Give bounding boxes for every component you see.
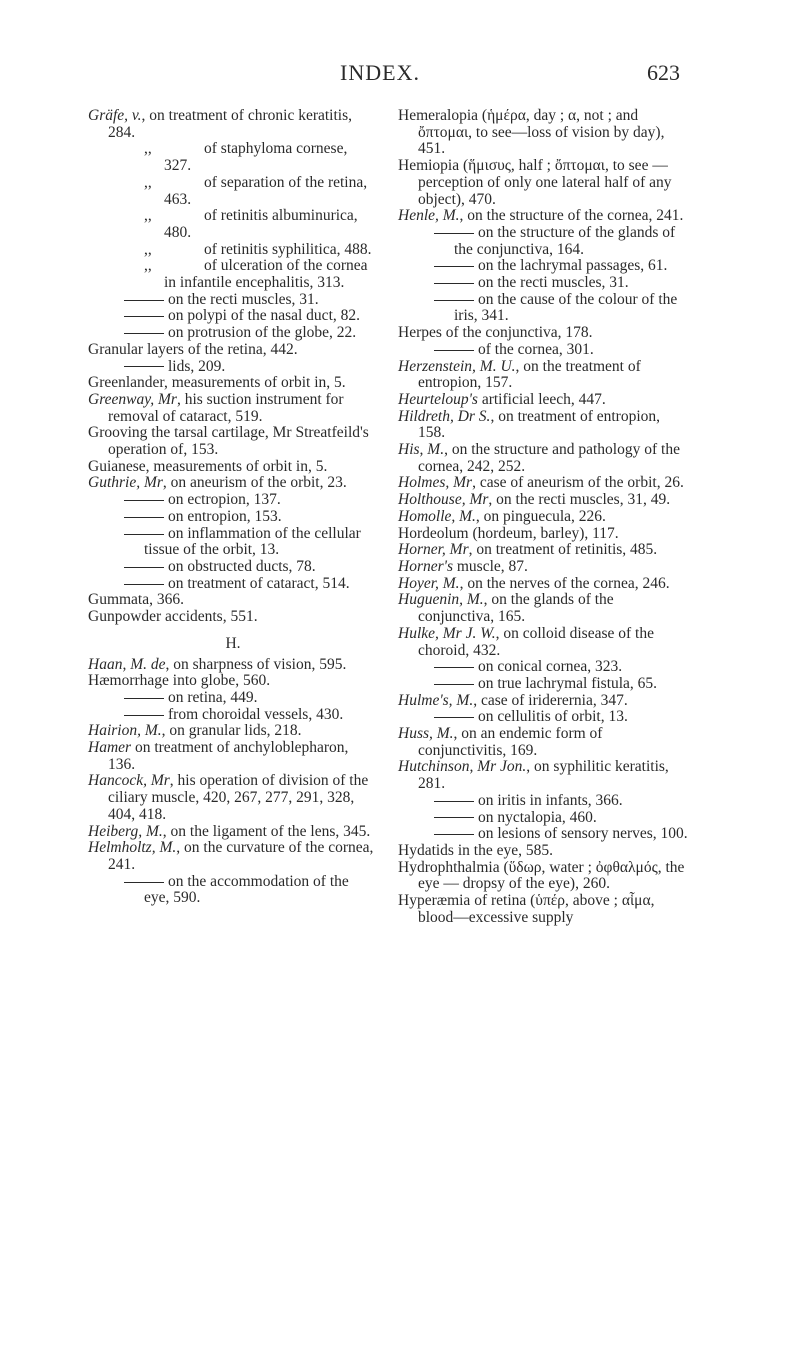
- entry-text: on protrusion of the globe, 22.: [168, 324, 357, 342]
- index-entry: [398, 592, 688, 625]
- index-entry: [88, 723, 378, 740]
- index-entry: [88, 459, 378, 476]
- index-entry: [398, 559, 688, 576]
- index-entry: [398, 158, 688, 208]
- index-entry: [88, 609, 378, 626]
- index-entry: [88, 475, 378, 492]
- entry-author: Guthrie, Mr: [88, 474, 163, 492]
- entry-author: Heiberg, M.: [88, 822, 163, 840]
- entry-text: on inflammation of the cellular tissue of the orbit, 13.: [144, 524, 361, 559]
- entry-text: Herpes of the conjunctiva, 178.: [398, 324, 593, 342]
- index-entry: [398, 258, 688, 275]
- ditto-dash: [434, 233, 474, 234]
- entry-text: , on the glands of the conjunctiva, 165.: [418, 591, 614, 626]
- entry-text: on nyctalopia, 460.: [478, 808, 597, 826]
- section-letter: H.: [225, 634, 241, 652]
- entry-text: Hydrophthalmia (ὕδωρ, water ; ὀφθαλμός, the eye — dropsy of the eye), 260.: [398, 858, 685, 893]
- entry-text: on polypi of the nasal duct, 82.: [168, 307, 360, 325]
- index-column-left: [88, 108, 378, 907]
- index-column-right: [398, 108, 688, 926]
- entry-text: , on syphilitic keratitis, 281.: [418, 758, 669, 793]
- ditto-dash: [124, 300, 164, 301]
- entry-text: Hæmorrhage into globe, 560.: [88, 672, 271, 690]
- index-entry: [88, 690, 378, 707]
- entry-text: Hydatids in the eye, 585.: [398, 841, 553, 859]
- entry-text: on the structure of the glands of the conjunctiva, 164.: [454, 223, 676, 258]
- index-entry: [88, 175, 378, 208]
- entry-author: Gräfe, v.: [88, 107, 142, 124]
- entry-text: , on aneurism of the orbit, 23.: [162, 474, 347, 492]
- index-entry: [398, 542, 688, 559]
- index-entry: [398, 626, 688, 659]
- entry-author: Helmholtz, M.: [88, 839, 177, 857]
- ditto-dash: [434, 283, 474, 284]
- ditto-dash: [434, 684, 474, 685]
- ditto-dash: [124, 366, 164, 367]
- entry-text: Granular layers of the retina, 442.: [88, 340, 298, 358]
- index-entry: [88, 509, 378, 526]
- entry-author: Hoyer, M.: [398, 574, 460, 592]
- entry-text: on conical cornea, 323.: [478, 658, 623, 676]
- ditto-mark: ,,: [144, 207, 152, 225]
- entry-text: , on the nerves of the cornea, 246.: [459, 574, 670, 592]
- page-number: 623: [647, 60, 680, 85]
- entry-text: on ectropion, 137.: [168, 491, 281, 509]
- index-entry: [88, 308, 378, 325]
- ditto-dash: [124, 882, 164, 883]
- index-entry: [88, 740, 378, 773]
- ditto-dash: [124, 567, 164, 568]
- entry-author: Hildreth, Dr S.: [398, 407, 491, 425]
- index-entry: [398, 442, 688, 475]
- ditto-dash: [124, 500, 164, 501]
- index-entry: [398, 826, 688, 843]
- index-entry: [88, 359, 378, 376]
- entry-text: Hemiopia (ἥμισυς, half ; ὄπτομαι, to see — perception of only one lateral half of any object), 470.: [398, 157, 672, 208]
- entry-author: Haan, M. de: [88, 655, 166, 673]
- index-entry: [88, 292, 378, 309]
- entry-text: on retina, 449.: [168, 688, 258, 706]
- index-entry: [398, 676, 688, 693]
- index-entry: [398, 492, 688, 509]
- index-entry: [398, 726, 688, 759]
- index-entry: [398, 108, 688, 158]
- index-entry: [398, 843, 688, 860]
- index-entry: [88, 526, 378, 559]
- entry-text: , case of aneurism of the orbit, 26.: [472, 474, 684, 492]
- index-entry: [398, 342, 688, 359]
- entry-text: of separation of the retina, 463.: [164, 173, 368, 208]
- entry-text: muscle, 87.: [452, 557, 528, 575]
- entry-text: Hemeralopia (ἡμέρα, day ; α, not ; and ὄπτομαι, to see—loss of vision by day), 451.: [398, 107, 665, 158]
- entry-text: , on the ligament of the lens, 345.: [162, 822, 371, 840]
- entry-text: lids, 209.: [168, 357, 226, 375]
- entry-author: Homolle, M.: [398, 507, 476, 525]
- ditto-dash: [124, 333, 164, 334]
- index-entry: [88, 840, 378, 873]
- ditto-dash: [434, 667, 474, 668]
- ditto-dash: [124, 698, 164, 699]
- index-entry: [398, 810, 688, 827]
- index-entry: [398, 225, 688, 258]
- ditto-dash: [434, 717, 474, 718]
- index-entry: [398, 509, 688, 526]
- entry-text: Grooving the tarsal cartilage, Mr Streatfeild's operation of, 153.: [88, 424, 369, 459]
- entry-text: , case of iriderernia, 347.: [473, 691, 628, 709]
- index-entry: [88, 559, 378, 576]
- entry-text: Hordeolum (hordeum, barley), 117.: [398, 524, 619, 542]
- entry-text: , on granular lids, 218.: [161, 722, 302, 740]
- entry-text: of ulceration of the cornea in infantile encephalitis, 313.: [164, 257, 368, 292]
- ditto-mark: ,,: [144, 240, 152, 258]
- index-entry: [398, 709, 688, 726]
- ditto-dash: [434, 801, 474, 802]
- entry-text: on lesions of sensory nerves, 100.: [478, 825, 688, 843]
- entry-text: , on the treatment of entropion, 157.: [418, 357, 641, 392]
- entry-text: on treatment of cataract, 514.: [168, 574, 350, 592]
- entry-text: on obstructed ducts, 78.: [168, 557, 316, 575]
- entry-text: , on the structure and pathology of the cornea, 242, 252.: [418, 441, 680, 475]
- index-entry: [88, 874, 378, 907]
- index-entry: [398, 359, 688, 392]
- index-entry: [88, 258, 378, 291]
- entry-text: , his suction instrument for removal of cataract, 519.: [108, 390, 344, 425]
- index-entry: [88, 773, 378, 823]
- index-entry: [398, 759, 688, 792]
- entry-text: of the cornea, 301.: [478, 340, 594, 358]
- index-entry: [88, 657, 378, 674]
- index-entry: [88, 375, 378, 392]
- index-entry: [88, 141, 378, 174]
- index-entry: [398, 292, 688, 325]
- entry-author: Henle, M.: [398, 207, 460, 225]
- entry-text: on cellulitis of orbit, 13.: [478, 708, 628, 726]
- index-entry: [88, 108, 378, 141]
- index-entry: [88, 592, 378, 609]
- entry-text: on iritis in infants, 366.: [478, 791, 623, 809]
- ditto-dash: [434, 300, 474, 301]
- index-entry: [88, 392, 378, 425]
- entry-author: Holmes, Mr: [398, 474, 473, 492]
- ditto-dash: [124, 534, 164, 535]
- entry-author: Huss, M.: [398, 725, 454, 743]
- index-entry: [398, 208, 688, 225]
- ditto-dash: [124, 316, 164, 317]
- ditto-dash: [124, 584, 164, 585]
- entry-text: Gunpowder accidents, 551.: [88, 608, 258, 626]
- entry-author: Hamer: [88, 739, 132, 757]
- entry-text: on the lachrymal passages, 61.: [478, 257, 668, 275]
- index-entry: [398, 893, 688, 926]
- entry-author: Greenway, Mr: [88, 390, 177, 408]
- entry-text: on the recti muscles, 31.: [478, 274, 629, 292]
- ditto-dash: [434, 350, 474, 351]
- index-entry: [398, 576, 688, 593]
- ditto-mark: ,,: [144, 257, 152, 275]
- entry-text: of retinitis syphilitica, 488.: [204, 240, 372, 258]
- page-header: [80, 60, 680, 90]
- index-entry: [398, 793, 688, 810]
- ditto-dash: [434, 834, 474, 835]
- entry-text: , on colloid disease of the choroid, 432.: [418, 624, 654, 659]
- index-entry: [398, 659, 688, 676]
- ditto-dash: [434, 817, 474, 818]
- entry-author: Heurteloup's: [398, 390, 478, 408]
- entry-text: , on treatment of entropion, 158.: [418, 407, 661, 442]
- index-entry: [398, 693, 688, 710]
- index-entry: [88, 342, 378, 359]
- entry-text: on entropion, 153.: [168, 507, 282, 525]
- page-title: INDEX.: [340, 60, 420, 85]
- index-entry: [88, 673, 378, 690]
- entry-text: , on an endemic form of conjunctivitis, 169.: [418, 725, 603, 759]
- index-entry: [398, 325, 688, 342]
- entry-text: from choroidal vessels, 430.: [168, 705, 344, 723]
- entry-author: Horner, Mr: [398, 541, 469, 559]
- index-entry: [88, 576, 378, 593]
- index-entry: [398, 392, 688, 409]
- entry-author: Hulke, Mr J. W.: [398, 624, 496, 642]
- ditto-mark: ,,: [144, 173, 152, 191]
- index-entry: [88, 824, 378, 841]
- entry-text: , on the recti muscles, 31, 49.: [488, 491, 671, 509]
- ditto-mark: ,,: [144, 140, 152, 158]
- index-entry: [88, 208, 378, 241]
- entry-text: , on sharpness of vision, 595.: [165, 655, 347, 673]
- index-entry: [398, 409, 688, 442]
- entry-text: of retinitis albuminurica, 480.: [164, 207, 358, 241]
- entry-text: , on pinguecula, 226.: [475, 507, 606, 525]
- entry-text: Greenlander, measurements of orbit in, 5.: [88, 374, 346, 392]
- ditto-dash: [434, 266, 474, 267]
- entry-text: on treatment of anchyloblepharon, 136.: [108, 739, 349, 773]
- entry-text: , his operation of division of the ciliary muscle, 420, 267, 277, 291, 328, 404, 418.: [108, 772, 369, 823]
- ditto-dash: [124, 517, 164, 518]
- entry-text: on true lachrymal fistula, 65.: [478, 674, 658, 692]
- entry-author: His, M.: [398, 441, 445, 459]
- index-entry: [88, 707, 378, 724]
- index-entry: [398, 526, 688, 543]
- entry-author: Hancock, Mr: [88, 772, 170, 790]
- entry-author: Herzenstein, M. U.: [398, 357, 516, 375]
- index-entry: [398, 860, 688, 893]
- entry-text: , on treatment of retinitis, 485.: [468, 541, 658, 559]
- index-entry: [88, 492, 378, 509]
- entry-text: artificial leech, 447.: [477, 390, 606, 408]
- entry-text: Guianese, measurements of orbit in, 5.: [88, 457, 328, 475]
- entry-text: , on the curvature of the cornea, 241.: [108, 839, 374, 873]
- entry-author: Hairion, M.: [88, 722, 162, 740]
- index-entry: [88, 242, 378, 259]
- entry-text: on the cause of the colour of the iris, 341.: [454, 290, 678, 325]
- entry-author: Horner's: [398, 557, 453, 575]
- entry-text: on the accommodation of the eye, 590.: [144, 872, 349, 907]
- index-entry: [88, 325, 378, 342]
- entry-text: of staphyloma cornese, 327.: [164, 140, 348, 175]
- entry-text: Hyperæmia of retina (ὑπέρ, above ; αἷμα, blood—excessive supply: [398, 892, 655, 926]
- entry-text: on the recti muscles, 31.: [168, 290, 319, 308]
- index-entry: [88, 425, 378, 458]
- entry-author: Holthouse, Mr: [398, 491, 489, 509]
- index-entry: [398, 275, 688, 292]
- entry-author: Hulme's, M.: [398, 691, 474, 709]
- entry-text: Gummata, 366.: [88, 591, 184, 609]
- entry-text: , on treatment of chronic keratitis, 284.: [108, 107, 352, 141]
- index-entry: [398, 475, 688, 492]
- entry-author: Hutchinson, Mr Jon.: [398, 758, 527, 776]
- ditto-dash: [124, 715, 164, 716]
- entry-author: Huguenin, M.: [398, 591, 484, 609]
- entry-text: , on the structure of the cornea, 241.: [459, 207, 684, 225]
